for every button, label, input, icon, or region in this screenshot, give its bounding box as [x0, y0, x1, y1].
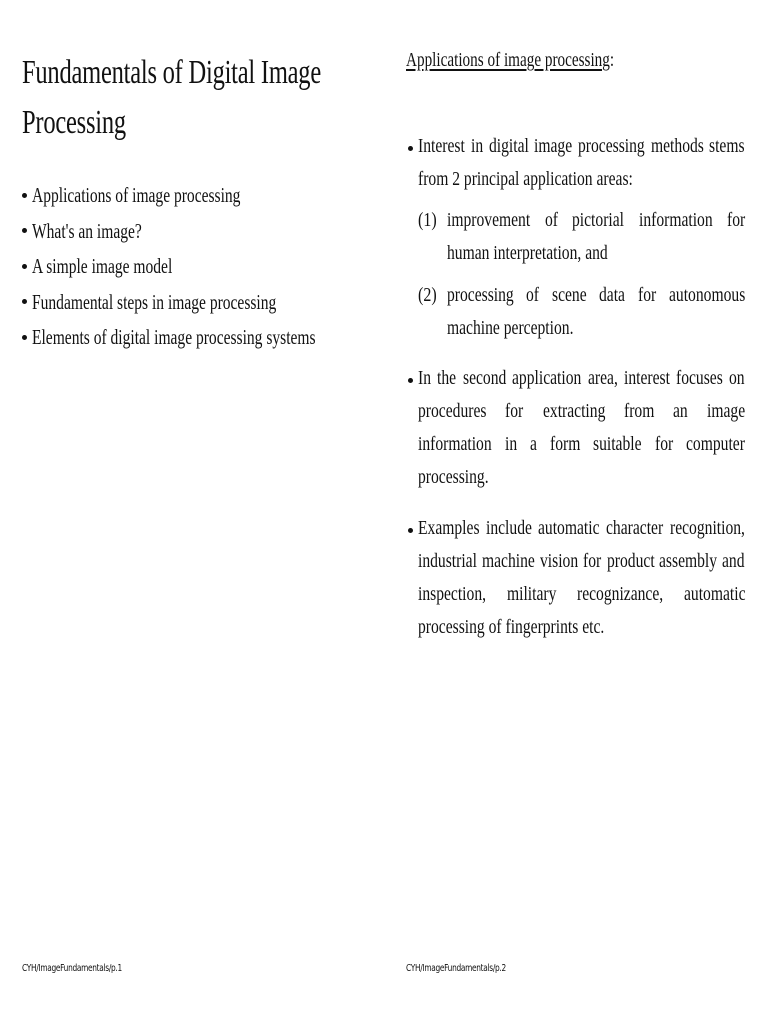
word: computer [686, 433, 745, 455]
word: industrial [418, 550, 477, 572]
bullet-icon [22, 228, 27, 233]
section-heading-colon: : [609, 49, 615, 71]
justified-line [418, 512, 745, 545]
word: Examples [418, 517, 480, 539]
section-heading [406, 46, 680, 74]
word: interest [624, 367, 671, 389]
title-line-2: Processing [22, 104, 126, 141]
word: focuses [676, 367, 724, 389]
list-item [22, 249, 415, 285]
word: processing [447, 284, 514, 306]
justified-line [418, 578, 745, 611]
word: In [418, 367, 432, 389]
word: for [726, 209, 745, 231]
word: recognition, [670, 517, 745, 539]
word: for [583, 550, 602, 572]
word: from [623, 400, 655, 422]
word: scene [552, 284, 587, 306]
word: data [599, 284, 626, 306]
word: character [606, 517, 664, 539]
list-item [22, 285, 415, 321]
item-line: human interpretation, and [447, 242, 608, 264]
word: the [437, 367, 457, 389]
word: inspection, [418, 583, 487, 605]
topic-text: Elements of digital image processing systems [32, 325, 316, 349]
footer-left [22, 962, 157, 976]
word: of [544, 209, 558, 231]
word: procedures [418, 400, 487, 422]
title-line-1: Fundamentals of Digital Image [22, 54, 321, 91]
justified-line [418, 545, 745, 578]
list-item [22, 178, 415, 214]
paragraph-1 [418, 130, 745, 196]
word: for [654, 433, 673, 455]
word: include [486, 517, 532, 539]
paragraph-line: processing of fingerprints etc. [418, 616, 605, 638]
bullet-icon [22, 335, 27, 340]
word: improvement [447, 209, 531, 231]
item-line: machine perception. [447, 317, 574, 339]
word: in [504, 433, 517, 455]
word: an [673, 400, 688, 422]
justified-line [418, 395, 745, 428]
bullet-icon [22, 299, 27, 304]
word: vision [539, 550, 579, 572]
word: for [637, 284, 657, 306]
justified-line [418, 428, 745, 461]
word: autonomous [668, 284, 745, 306]
word: processing [578, 135, 645, 157]
topic-list [22, 178, 415, 356]
word: pictorial [572, 209, 625, 231]
word: information [418, 433, 492, 455]
page-title [22, 48, 437, 148]
word: military [506, 583, 557, 605]
word: product [606, 550, 655, 572]
paragraph-line: processing. [418, 466, 489, 488]
word: in [470, 135, 483, 157]
word: application [512, 367, 582, 389]
word: on [729, 367, 746, 389]
word: information [638, 209, 713, 231]
word: stems [709, 135, 745, 157]
topic-text: A simple image model [32, 254, 173, 278]
justified-line [447, 279, 745, 312]
word: of [526, 284, 540, 306]
paragraph-2 [418, 362, 745, 494]
word: image [534, 135, 573, 157]
footer-text: CYH/ImageFundamentals/p.1 [22, 963, 122, 974]
word: assembly [659, 550, 718, 572]
word: Interest [418, 135, 465, 157]
footer-text: CYH/ImageFundamentals/p.2 [406, 963, 506, 974]
justified-line [418, 130, 745, 163]
word: suitable [593, 433, 642, 455]
word: image [706, 400, 746, 422]
bullet-icon [407, 512, 415, 545]
word: methods [650, 135, 704, 157]
word: automatic [538, 517, 600, 539]
word: automatic [683, 583, 746, 605]
topic-text: Fundamental steps in image processing [32, 289, 277, 314]
bullet-icon [22, 193, 27, 198]
item-number: (2) [418, 284, 437, 306]
word: form [549, 433, 581, 455]
bullet-icon [407, 362, 415, 395]
footer-right [406, 962, 541, 976]
bullet-icon [407, 130, 415, 163]
word: recognizance, [576, 583, 663, 605]
item-number: (1) [418, 209, 437, 231]
list-item [22, 320, 415, 356]
paragraph-line: from 2 principal application areas: [418, 168, 633, 190]
word: area, [587, 367, 618, 389]
bullet-icon [22, 264, 27, 269]
topic-text: What's an image? [32, 218, 142, 243]
section-heading-text: Applications of image processing [406, 49, 610, 71]
list-item [22, 214, 415, 250]
justified-line [447, 204, 745, 237]
justified-line [418, 362, 745, 395]
word: extracting [542, 400, 605, 422]
topic-text: Applications of image processing [32, 183, 241, 207]
word: a [529, 433, 537, 455]
paragraph-3 [418, 512, 745, 644]
word: and [722, 550, 745, 572]
word: second [462, 367, 506, 389]
word: machine [482, 550, 535, 572]
word: digital [488, 135, 529, 157]
word: for [505, 400, 524, 422]
